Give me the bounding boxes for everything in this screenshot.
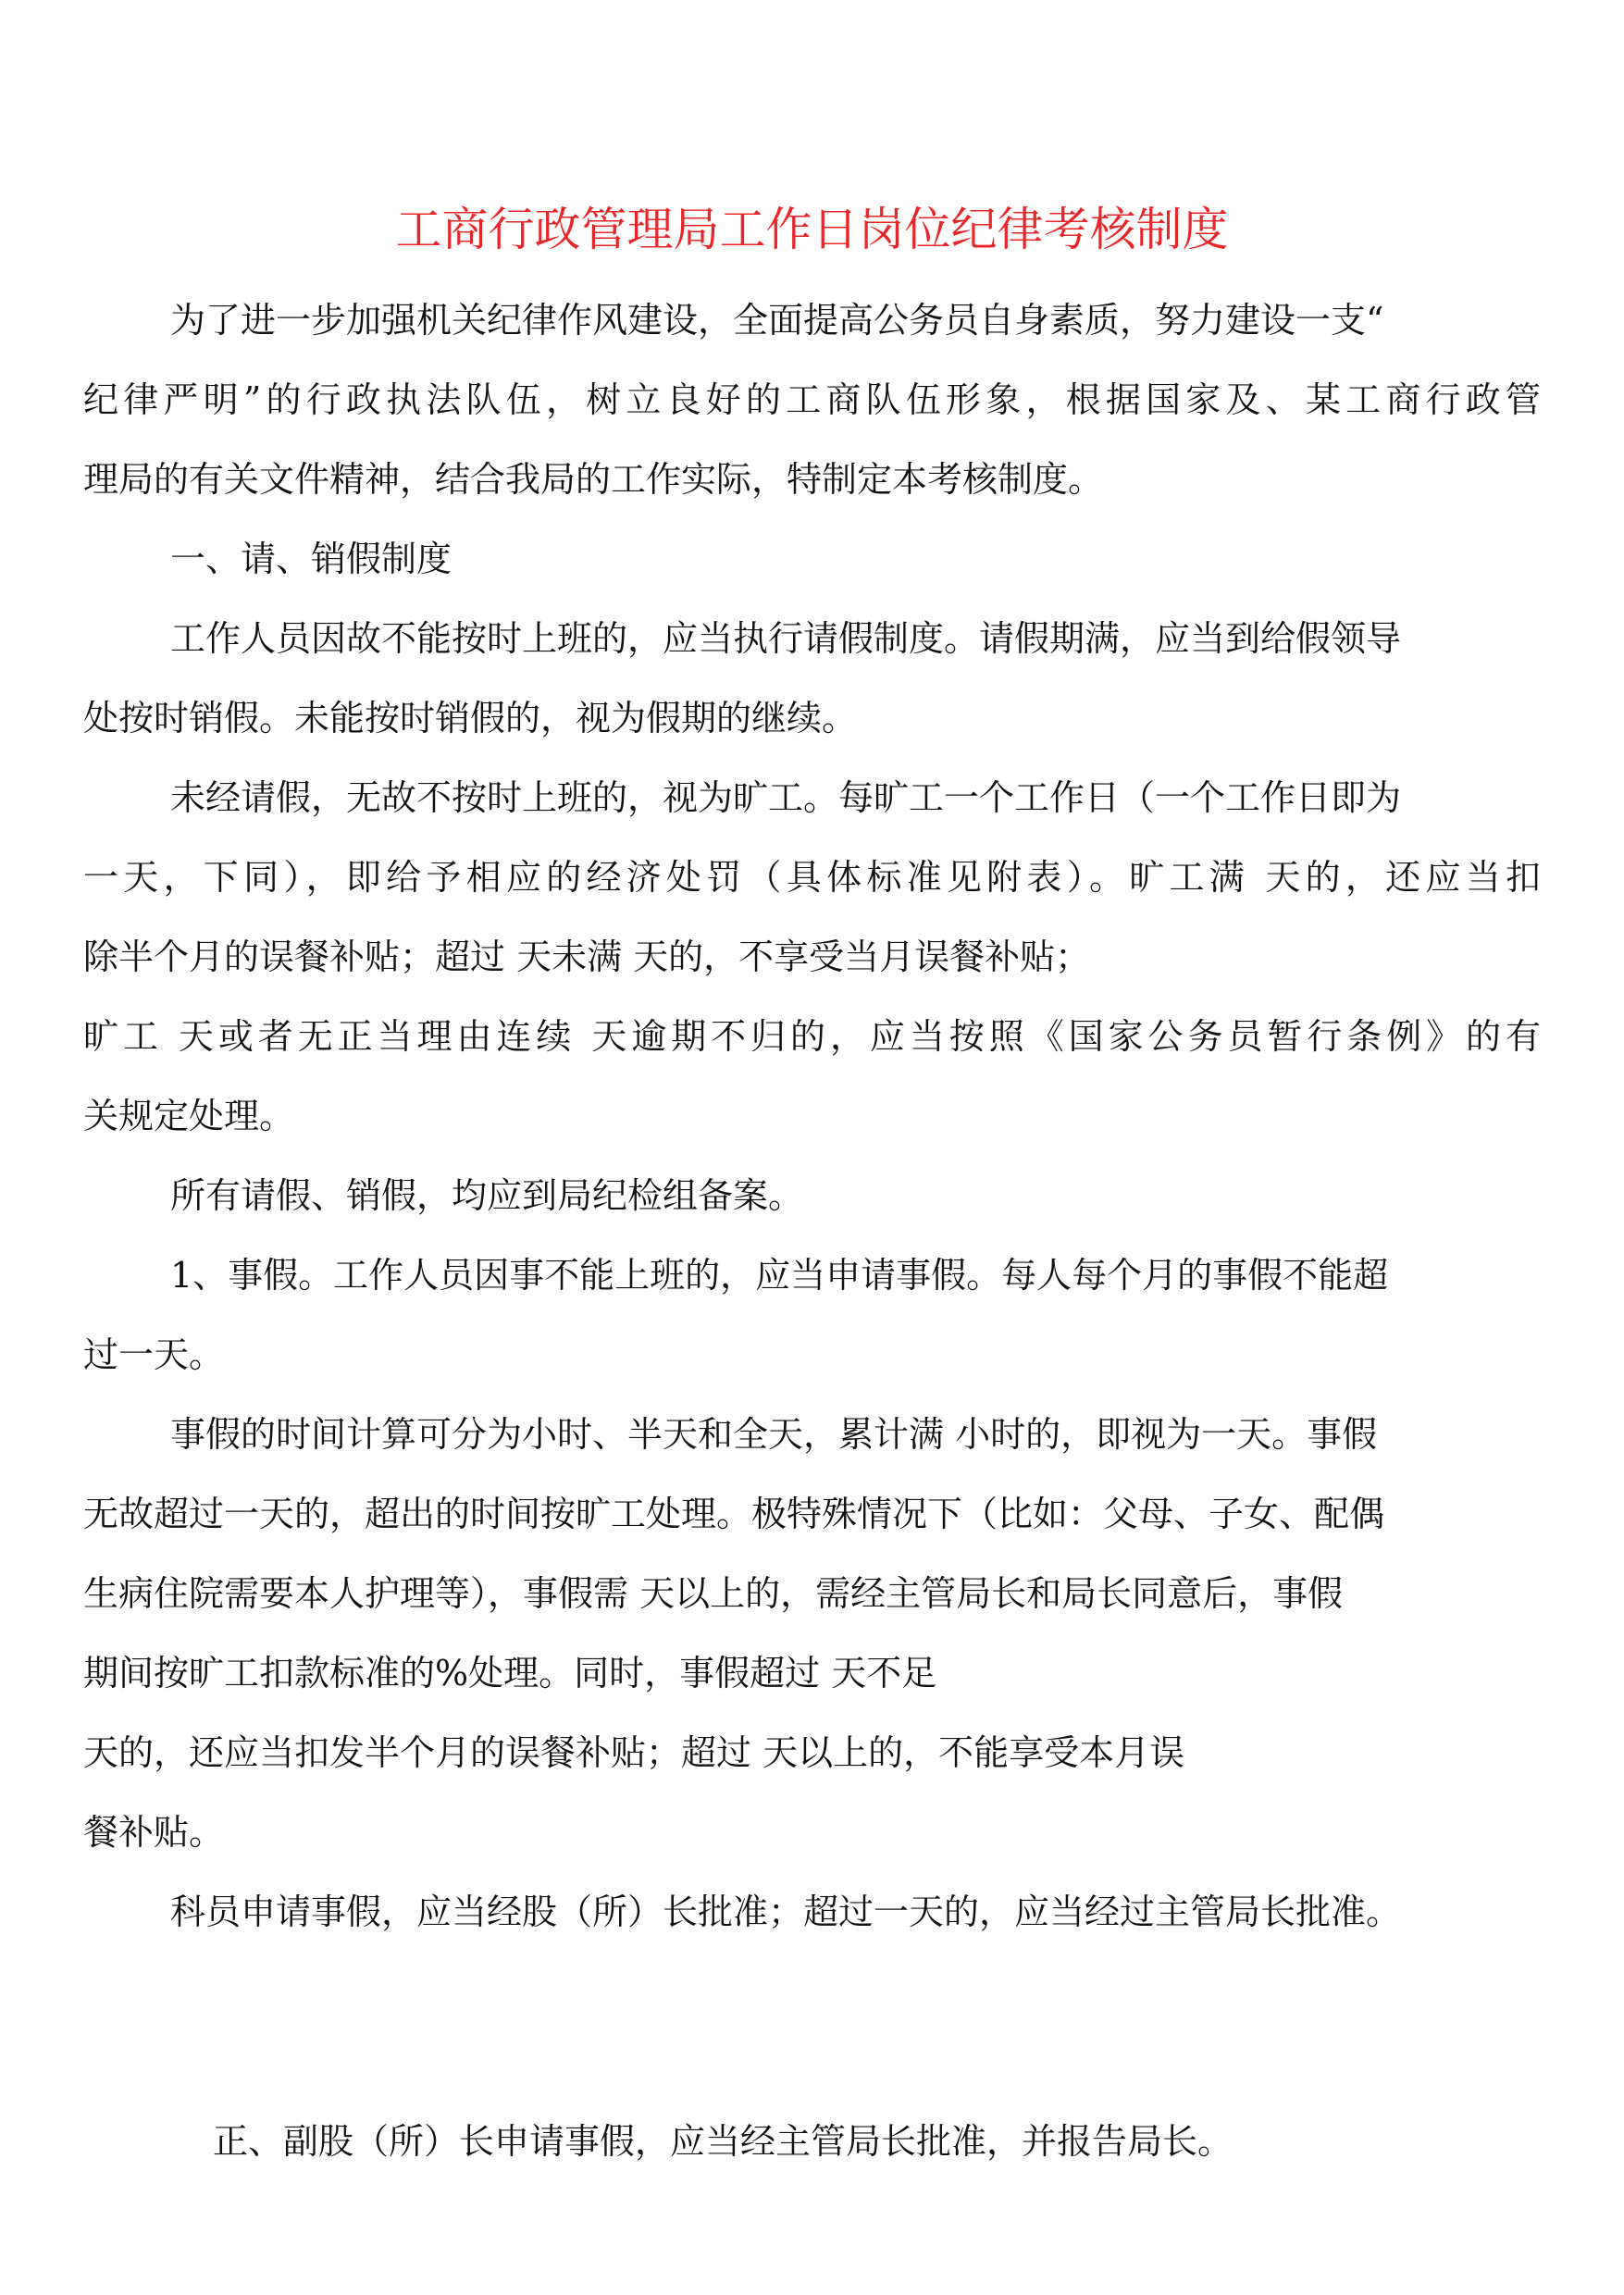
paragraph-line: 生病住院需要本人护理等），事假需 天以上的，需经主管局长和局长同意后，事假 [83, 1573, 1344, 1614]
paragraph-line: 旷工 天或者无正当理由连续 天逾期不归的，应当按照《国家公务员暂行条例》的有 [83, 1016, 1541, 1057]
paragraph-line: 科员申请事假，应当经股（所）长批准；超过一天的，应当经过主管局长批准。 [170, 1892, 1402, 1932]
paragraph-line: 过一天。 [83, 1334, 225, 1375]
paragraph-line: 天的，还应当扣发半个月的误餐补贴；超过 天以上的，不能享受本月误 [83, 1732, 1185, 1773]
paragraph-line: 一天，下同），即给予相应的经济处罚（具体标准见附表）。旷工满 天的，还应当扣 [83, 857, 1541, 898]
paragraph-line: 关规定处理。 [83, 1096, 295, 1136]
paragraph-line: 理局的有关文件精神，结合我局的工作实际，特制定本考核制度。 [83, 459, 1104, 500]
paragraph-line: 工作人员因故不能按时上班的，应当执行请假制度。请假期满，应当到给假领导 [170, 618, 1402, 659]
paragraph-line: 为了进一步加强机关纪律作风建设，全面提高公务员自身素质，努力建设一支“ [170, 300, 1384, 341]
paragraph-line: 纪律严明”的行政执法队伍，树立良好的工商队伍形象，根据国家及、某工商行政管 [83, 379, 1541, 420]
paragraph-line: 正、副股（所）长申请事假，应当经主管局长批准，并报告局长。 [213, 2121, 1233, 2162]
paragraph-line: 未经请假，无故不按时上班的，视为旷工。每旷工一个工作日（一个工作日即为 [170, 777, 1402, 818]
document-title: 工商行政管理局工作日岗位纪律考核制度 [395, 203, 1229, 256]
paragraph-line: 1、事假。工作人员因事不能上班的，应当申请事假。每人每个月的事假不能超 [170, 1255, 1389, 1296]
section-heading: 一、请、销假制度 [170, 539, 452, 579]
paragraph-line: 处按时销假。未能按时销假的，视为假期的继续。 [83, 698, 858, 738]
paragraph-line: 期间按旷工扣款标准的%处理。同时，事假超过 天不足 [83, 1653, 937, 1693]
paragraph-line: 餐补贴。 [83, 1812, 225, 1853]
paragraph-line: 事假的时间计算可分为小时、半天和全天，累计满 小时的，即视为一天。事假 [170, 1414, 1378, 1455]
paragraph-line: 无故超过一天的，超出的时间按旷工处理。极特殊情况下（比如：父母、子女、配偶 [83, 1494, 1385, 1534]
paragraph-line: 所有请假、销假，均应到局纪检组备案。 [170, 1175, 804, 1216]
paragraph-line: 除半个月的误餐补贴；超过 天未满 天的，不享受当月误餐补贴； [83, 937, 1091, 977]
